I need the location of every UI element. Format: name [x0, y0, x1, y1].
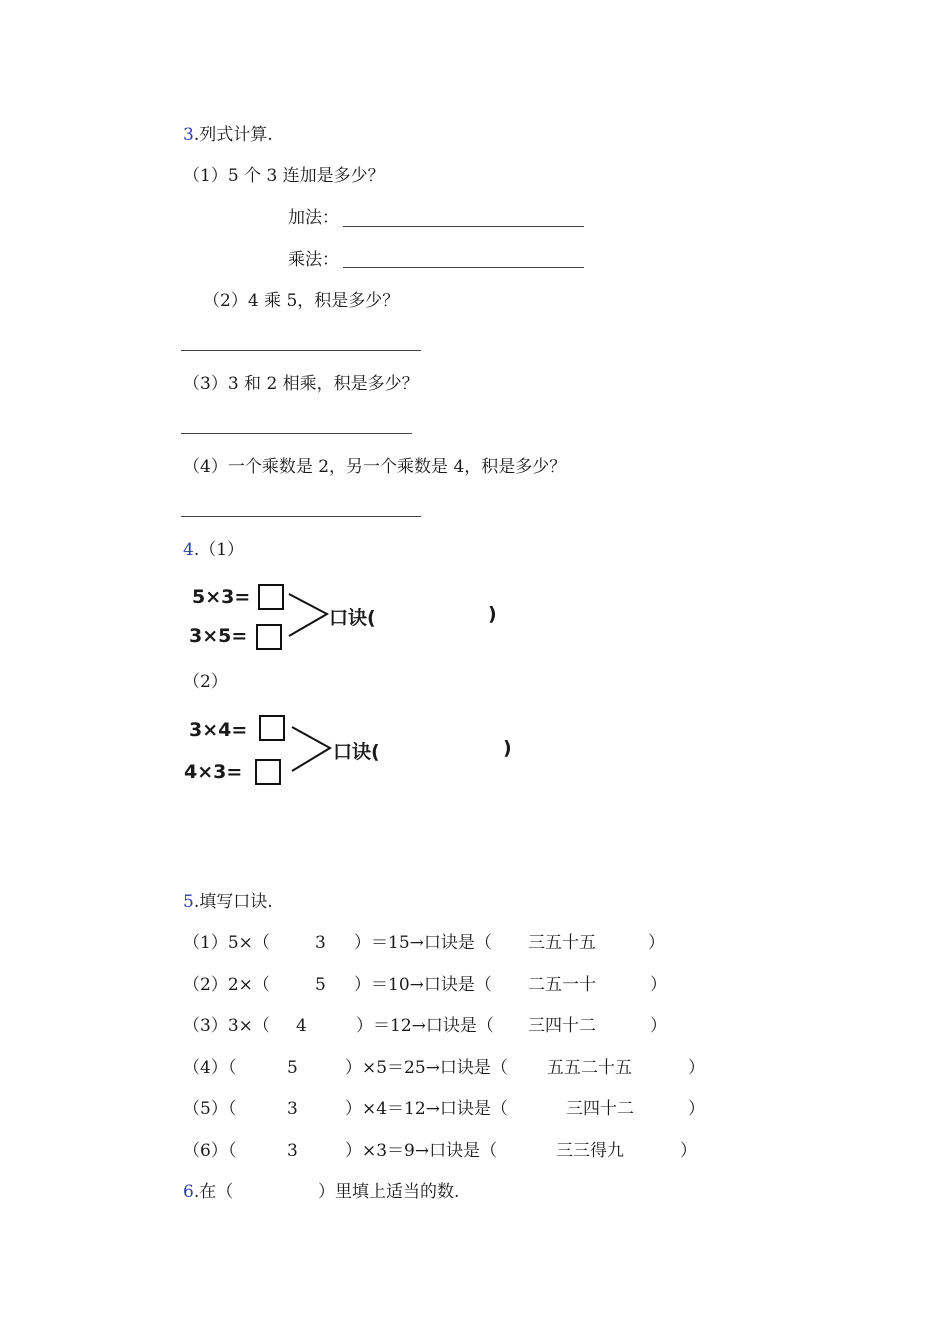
q5-row-mid: ）×5＝25→口诀是（: [345, 1058, 508, 1078]
q3-add-answer-line[interactable]: [343, 226, 584, 227]
q5-row-mid: ）＝12→口诀是（: [356, 1016, 494, 1036]
q4-fig2-eq1: 3×4=: [189, 719, 248, 741]
q5-row-answer[interactable]: 5: [287, 1058, 298, 1078]
q5-row-answer[interactable]: 4: [296, 1016, 307, 1036]
q5-row-mid: ）×4＝12→口诀是（: [345, 1099, 508, 1119]
q5-row-rhyme[interactable]: 三三得九: [556, 1141, 624, 1161]
q5-row-mid: ）×3＝9→口诀是（: [345, 1141, 498, 1161]
q6-number: 6: [183, 1182, 194, 1202]
q5-row-prefix: （6）（: [183, 1141, 237, 1161]
q5-row-end: ）: [650, 1016, 667, 1036]
q4-fig1-close: ): [488, 603, 497, 625]
q5-row-end: ）: [650, 975, 667, 995]
q4-fig1-eq2: 3×5=: [189, 625, 248, 647]
q5-number: 5: [183, 892, 194, 912]
q4-fig2-close: ): [503, 737, 512, 759]
q3-part2: （2）4 乘 5，积是多少？: [203, 291, 400, 311]
q4-fig1-box2[interactable]: [256, 624, 282, 650]
q5-row-answer[interactable]: 5: [315, 975, 326, 995]
q3-heading: [183, 125, 273, 145]
q5-row-rhyme[interactable]: 二五一十: [528, 975, 596, 995]
q4-fig2-box1[interactable]: [259, 715, 285, 741]
q5-heading: [183, 892, 273, 912]
q5-row-rhyme[interactable]: 三四十二: [528, 1016, 596, 1036]
q5-row-mid: ）＝10→口诀是（: [354, 975, 492, 995]
q4-sub1-label: .（1）: [193, 540, 245, 560]
q4-heading: [183, 540, 244, 560]
q5-row-mid: ）＝15→口诀是（: [354, 933, 492, 953]
q6-prefix: [183, 1182, 233, 1202]
q3-title: .列式计算.: [193, 125, 273, 145]
q4-fig1-bracket-icon: [287, 592, 331, 638]
q3-mul-answer-line[interactable]: [343, 267, 584, 268]
q4-number: 4: [183, 540, 194, 560]
q5-row-prefix: （4）（: [183, 1058, 237, 1078]
q3-part2-answer-line[interactable]: [181, 350, 421, 351]
q5-row-prefix: （3）3×（: [183, 1016, 270, 1036]
q5-row-answer[interactable]: 3: [287, 1141, 298, 1161]
q3-part3: （3）3 和 2 相乘，积是多少？: [183, 374, 419, 394]
q4-sub2-label: （2）: [183, 672, 228, 692]
q5-row-rhyme[interactable]: 五五二十五: [547, 1058, 632, 1078]
q5-row-rhyme[interactable]: 三五十五: [528, 933, 596, 953]
q6-pre: .在（: [193, 1182, 234, 1202]
q3-part4-answer-line[interactable]: [181, 516, 421, 517]
q5-row-prefix: （2）2×（: [183, 975, 270, 995]
q4-fig1-eq1: 5×3=: [192, 586, 251, 608]
q6-post: ）里填上适当的数.: [318, 1182, 460, 1202]
q4-fig1-label: 口诀(: [329, 607, 376, 629]
q5-row-answer[interactable]: 3: [287, 1099, 298, 1119]
q3-part4: （4）一个乘数是 2，另一个乘数是 4，积是多少？: [183, 457, 567, 477]
q4-fig1-box1[interactable]: [258, 584, 284, 610]
q4-fig2-label: 口诀(: [333, 741, 380, 763]
q3-part3-answer-line[interactable]: [181, 433, 412, 434]
q3-mul-label: 乘法：: [288, 250, 339, 270]
q5-row-prefix: （1）5×（: [183, 933, 270, 953]
q4-fig2-box2[interactable]: [255, 759, 281, 785]
q5-row-end: ）: [688, 1058, 705, 1078]
q3-add-label: 加法：: [288, 208, 339, 228]
q4-fig2-bracket-icon: [290, 725, 334, 773]
q3-number: 3: [183, 125, 194, 145]
q3-part1: （1）5 个 3 连加是多少？: [183, 166, 385, 186]
q5-row-answer[interactable]: 3: [315, 933, 326, 953]
q5-row-end: ）: [680, 1141, 697, 1161]
q5-row-prefix: （5）（: [183, 1099, 237, 1119]
q5-row-end: ）: [688, 1099, 705, 1119]
q5-row-rhyme[interactable]: 三四十二: [566, 1099, 634, 1119]
q5-row-end: ）: [648, 933, 665, 953]
q5-title: .填写口诀.: [193, 892, 273, 912]
q4-fig2-eq2: 4×3=: [184, 761, 243, 783]
